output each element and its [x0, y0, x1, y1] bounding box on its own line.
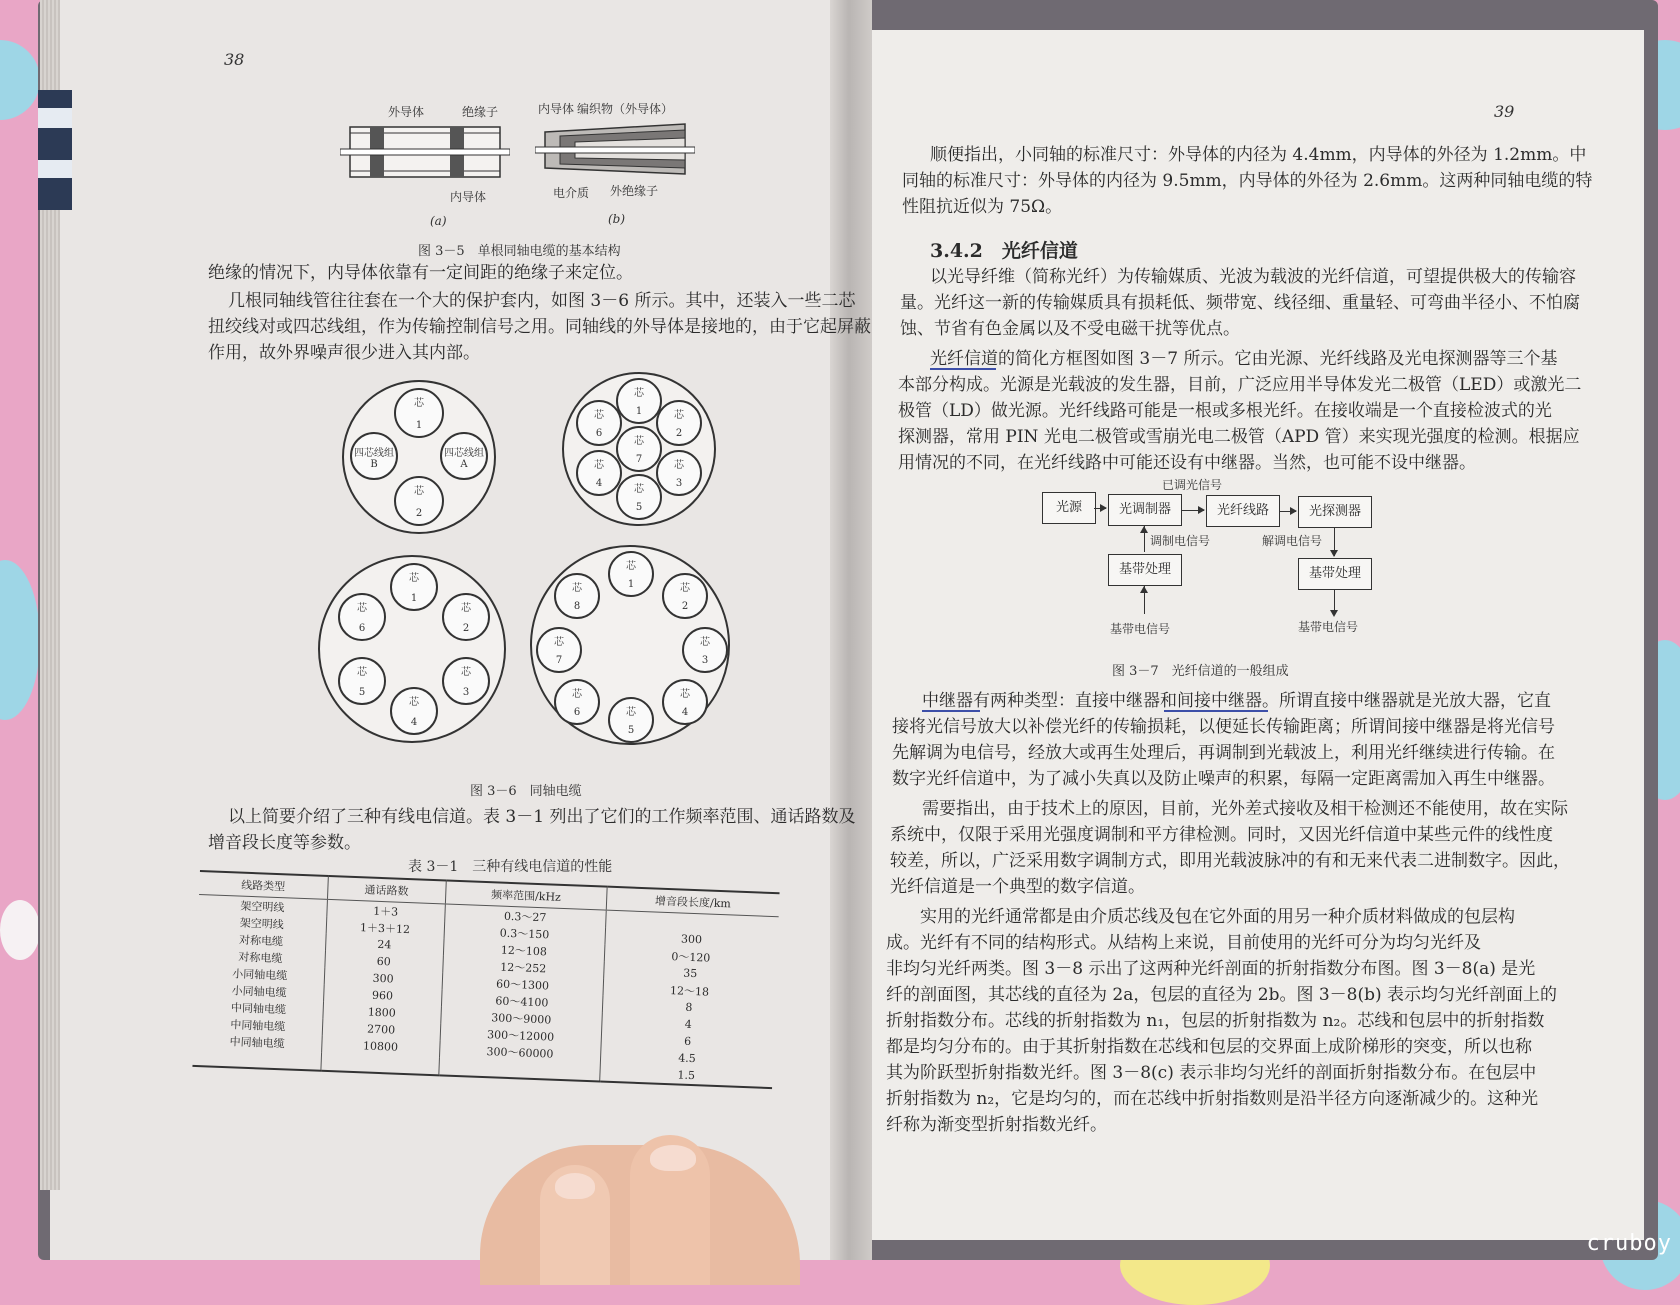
fig35-label-outer-conductor: 外导体	[388, 105, 425, 119]
coax-core: 芯 3	[442, 657, 490, 705]
coax-core: 芯 8	[554, 573, 600, 619]
fig35-caption: 图 3－5 单根同轴电缆的基本结构	[418, 244, 621, 259]
table-row: 小同轴电缆 960 60～4100 8	[195, 980, 775, 1019]
quad-group-b: 四芯线组 B	[350, 432, 398, 480]
fig36-caption: 图 3－6 同轴电缆	[470, 784, 582, 799]
coax-core: 芯 2	[394, 476, 444, 526]
page-number-right: 39	[1494, 102, 1515, 121]
fig35-label-inner-conductor-a: 内导体	[450, 190, 487, 204]
page-number-left: 38	[224, 50, 245, 69]
table-row: 小同轴电缆 300 60～1300 12～18	[196, 963, 776, 1002]
pen-underline	[930, 368, 996, 370]
coax-core: 芯 7	[536, 627, 582, 673]
table-3-1	[192, 870, 779, 1089]
pen-underline	[922, 710, 980, 712]
coax-diagram-b	[535, 112, 695, 192]
block-light-modulator: 光调制器	[1108, 494, 1182, 526]
fig37-label-baseband-out: 基带电信号	[1298, 620, 1359, 634]
cable-six-core	[318, 555, 506, 743]
section-title: 3.4.2 光纤信道	[930, 240, 1078, 262]
fig35-sub-b: (b)	[608, 212, 626, 226]
cable-two-core	[342, 380, 496, 534]
fig37-caption: 图 3－7 光纤信道的一般组成	[1112, 664, 1289, 679]
book-gutter	[830, 0, 872, 1260]
coax-core: 芯 1	[394, 388, 444, 438]
fig35-label-braid: 编织物（外导体）	[577, 102, 674, 116]
coax-core: 芯 4	[576, 450, 622, 496]
coax-core: 芯 3	[656, 450, 702, 496]
coax-core: 芯 6	[576, 400, 622, 446]
fig35-label-outer-insulator: 外绝缘子	[610, 184, 659, 198]
coax-core: 芯 1	[616, 378, 662, 424]
block-baseband-tx: 基带处理	[1108, 554, 1182, 586]
coax-core: 芯 1	[608, 551, 654, 597]
fig37-label-baseband-in: 基带电信号	[1110, 622, 1171, 636]
table-row: 中同轴电缆 10800 300～60000 4.5	[193, 1031, 773, 1070]
cover-stripe	[38, 90, 72, 210]
coax-core: 芯 2	[662, 573, 708, 619]
table-header: 增音段长度/km	[606, 887, 780, 917]
table-row: 架空明线 1＋3 0.3～27	[198, 894, 778, 934]
block-baseband-rx: 基带处理	[1298, 558, 1372, 590]
quad-group-a: 四芯线组 A	[440, 432, 488, 480]
block-light-detector: 光探测器	[1298, 496, 1372, 528]
fig35-label-dielectric: 电介质	[553, 186, 590, 200]
fig35-label-inner-conductor-b: 内导体	[538, 102, 575, 116]
coax-core: 芯 2	[442, 593, 490, 641]
table-header: 频率范围/kHz	[445, 880, 607, 910]
coax-core: 芯 5	[338, 657, 386, 705]
coax-core: 芯 1	[390, 563, 438, 611]
coax-core: 芯 6	[554, 679, 600, 725]
fig37-label-demod-signal: 解调电信号	[1262, 534, 1323, 548]
coax-core: 芯 4	[662, 679, 708, 725]
table-row: 1.5	[192, 1048, 772, 1088]
coax-core: 芯 5	[616, 474, 662, 520]
fabric-dot	[0, 900, 40, 960]
block-light-source: 光源	[1042, 492, 1096, 524]
coax-diagram-a	[340, 115, 510, 195]
table-title: 表 3－1 三种有线电信道的性能	[408, 859, 613, 875]
block-fiber-line: 光纤线路	[1206, 495, 1280, 527]
coax-core: 芯 5	[608, 697, 654, 743]
left-paragraph-1: 绝缘的情况下，内导体依靠有一定间距的绝缘子来定位。	[208, 263, 633, 283]
fabric-dot	[0, 560, 40, 720]
cable-eight-core	[530, 545, 730, 745]
coax-core: 芯 7	[616, 426, 662, 472]
fig35-label-insulator: 绝缘子	[462, 105, 499, 119]
table-header: 通话路数	[327, 876, 446, 904]
coax-core: 芯 4	[390, 687, 438, 735]
table-row: 中同轴电缆 2700 300～12000 6	[194, 1014, 774, 1053]
fabric-dot	[0, 40, 40, 120]
watermark: cruboy	[1586, 1231, 1672, 1256]
coax-core: 芯 2	[656, 400, 702, 446]
coax-core: 芯 3	[682, 627, 728, 673]
table-row: 对称电缆 24 12～108 0～120	[197, 929, 777, 968]
fig37-label-mod-signal: 调制电信号	[1150, 534, 1211, 548]
coax-core: 芯 6	[338, 593, 386, 641]
fig35-sub-a: (a)	[430, 214, 447, 228]
cable-seven-core	[562, 372, 716, 526]
table-header: 线路类型	[199, 871, 328, 899]
table-row: 对称电缆 60 12～252 35	[196, 946, 776, 985]
pen-underline	[1164, 710, 1268, 712]
fig37-label-modulated-light: 已调光信号	[1162, 478, 1223, 492]
table-row: 架空明线 1＋3＋12 0.3～150 300	[198, 912, 778, 951]
table-row: 中同轴电缆 1800 300～9000 4	[194, 997, 774, 1036]
